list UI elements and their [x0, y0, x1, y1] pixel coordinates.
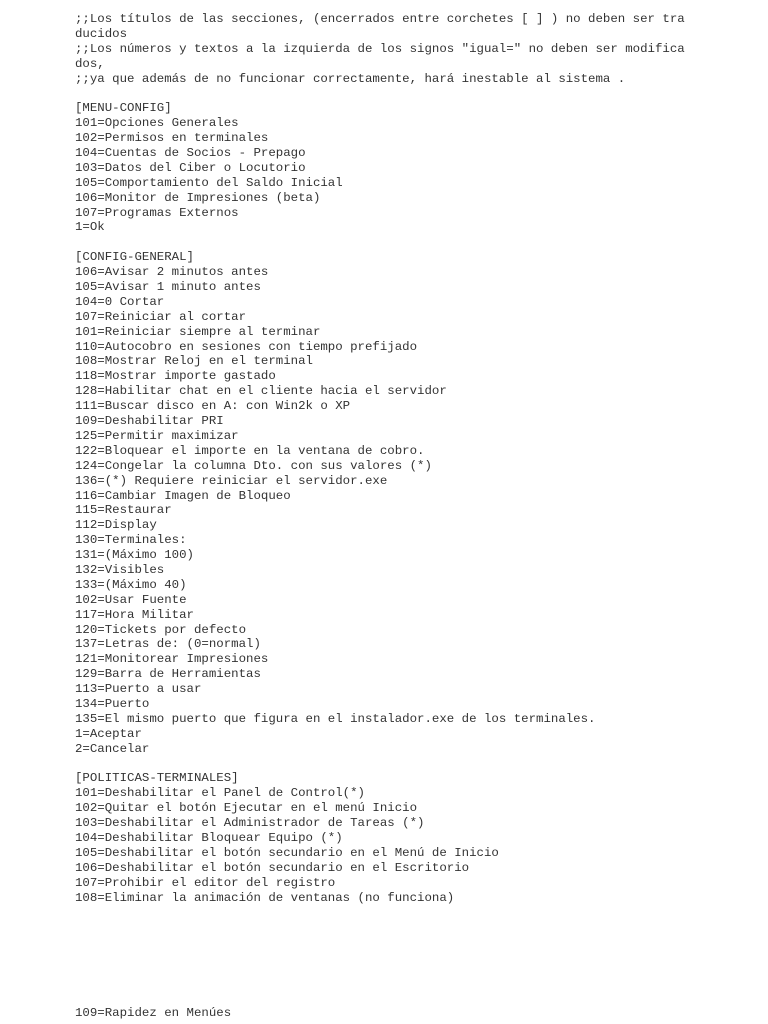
- entry-line: 125=Permitir maximizar: [75, 428, 239, 443]
- entry-line: 111=Buscar disco en A: con Win2k o XP: [75, 399, 351, 414]
- entry-line: 115=Restaurar: [75, 503, 172, 518]
- entry-line: 112=Display: [75, 518, 157, 533]
- entry-line: 129=Barra de Herramientas: [75, 667, 261, 682]
- entry-line: 102=Permisos en terminales: [75, 131, 269, 146]
- entry-line: 107=Prohibir el editor del registro: [75, 875, 336, 890]
- entry-line: 104=Cuentas de Socios - Prepago: [75, 146, 306, 161]
- entry-line: 106=Avisar 2 minutos antes: [75, 265, 269, 280]
- document-body: [75, 12, 735, 905]
- section-config-general: [75, 250, 735, 756]
- entry-line: 102=Usar Fuente: [75, 592, 187, 607]
- entry-line: 136=(*) Requiere reiniciar el servidor.exe: [75, 473, 388, 488]
- note-line: ;;ya que además de no funcionar correctamente, hará inestable al sistema .: [75, 71, 626, 86]
- entry-line: 137=Letras de: (0=normal): [75, 637, 261, 652]
- entry-line: 108=Eliminar la animación de ventanas (no funciona): [75, 890, 455, 905]
- entry-line: 110=Autocobro en sesiones con tiempo prefijado: [75, 339, 418, 354]
- entry-line: 131=(Máximo 100): [75, 548, 194, 563]
- entry-line: 135=El mismo puerto que figura en el instalador.exe de los terminales.: [75, 711, 596, 726]
- section-header: [MENU-CONFIG]: [75, 101, 172, 116]
- entry-line: 132=Visibles: [75, 562, 165, 577]
- entry-line: 105=Deshabilitar el botón secundario en el Menú de Inicio: [75, 845, 499, 860]
- entry-line: 130=Terminales:: [75, 533, 187, 548]
- page-footer-line: 109=Rapidez en Menúes: [75, 1006, 232, 1020]
- entry-line: 103=Deshabilitar el Administrador de Tareas (*): [75, 816, 425, 831]
- entry-line: 106=Monitor de Impresiones (beta): [75, 190, 321, 205]
- entry-line: 122=Bloquear el importe en la ventana de cobro.: [75, 443, 425, 458]
- notes-block: [75, 12, 735, 86]
- entry-line: 116=Cambiar Imagen de Bloqueo: [75, 488, 291, 503]
- entry-line: 1=Ok: [75, 220, 105, 235]
- note-line: ducidos: [75, 26, 128, 41]
- entry-line: 120=Tickets por defecto: [75, 622, 247, 637]
- note-line: ;;Los títulos de las secciones, (encerrados entre corchetes [ ] ) no deben ser tra: [75, 12, 685, 26]
- section-politicas-terminales: [75, 771, 735, 905]
- entry-line: 128=Habilitar chat en el cliente hacia el servidor: [75, 384, 447, 399]
- entry-line: 106=Deshabilitar el botón secundario en el Escritorio: [75, 860, 470, 875]
- entry-line: 101=Deshabilitar el Panel de Control(*): [75, 786, 365, 801]
- entry-line: 108=Mostrar Reloj en el terminal: [75, 354, 313, 369]
- spacer: [75, 86, 735, 101]
- entry-line: 101=Opciones Generales: [75, 116, 239, 131]
- entry-line: 117=Hora Militar: [75, 607, 194, 622]
- spacer: [75, 757, 735, 772]
- entry-line: 118=Mostrar importe gastado: [75, 369, 276, 384]
- note-line: dos,: [75, 56, 105, 71]
- entry-line: 121=Monitorear Impresiones: [75, 652, 269, 667]
- section-header: [CONFIG-GENERAL]: [75, 250, 194, 265]
- section-header: [POLITICAS-TERMINALES]: [75, 771, 239, 786]
- entry-line: 102=Quitar el botón Ejecutar en el menú Inicio: [75, 801, 418, 816]
- entry-line: 105=Comportamiento del Saldo Inicial: [75, 175, 343, 190]
- note-line: ;;Los números y textos a la izquierda de los signos "igual=" no deben ser modifica: [75, 41, 685, 56]
- entry-line: 107=Programas Externos: [75, 205, 239, 220]
- entry-line: 133=(Máximo 40): [75, 577, 187, 592]
- entry-line: 2=Cancelar: [75, 741, 150, 756]
- entry-line: 1=Aceptar: [75, 726, 142, 741]
- section-menu-config: [75, 101, 735, 235]
- entry-line: 109=Deshabilitar PRI: [75, 414, 224, 429]
- entry-line: 124=Congelar la columna Dto. con sus valores (*): [75, 458, 432, 473]
- entry-line: 113=Puerto a usar: [75, 682, 202, 697]
- entry-line: 107=Reiniciar al cortar: [75, 309, 247, 324]
- spacer: [75, 235, 735, 250]
- entry-line: 101=Reiniciar siempre al terminar: [75, 324, 321, 339]
- entry-line: 104=0 Cortar: [75, 294, 165, 309]
- entry-line: 134=Puerto: [75, 696, 150, 711]
- entry-line: 104=Deshabilitar Bloquear Equipo (*): [75, 830, 343, 845]
- entry-line: 105=Avisar 1 minuto antes: [75, 280, 261, 295]
- entry-line: 103=Datos del Ciber o Locutorio: [75, 160, 306, 175]
